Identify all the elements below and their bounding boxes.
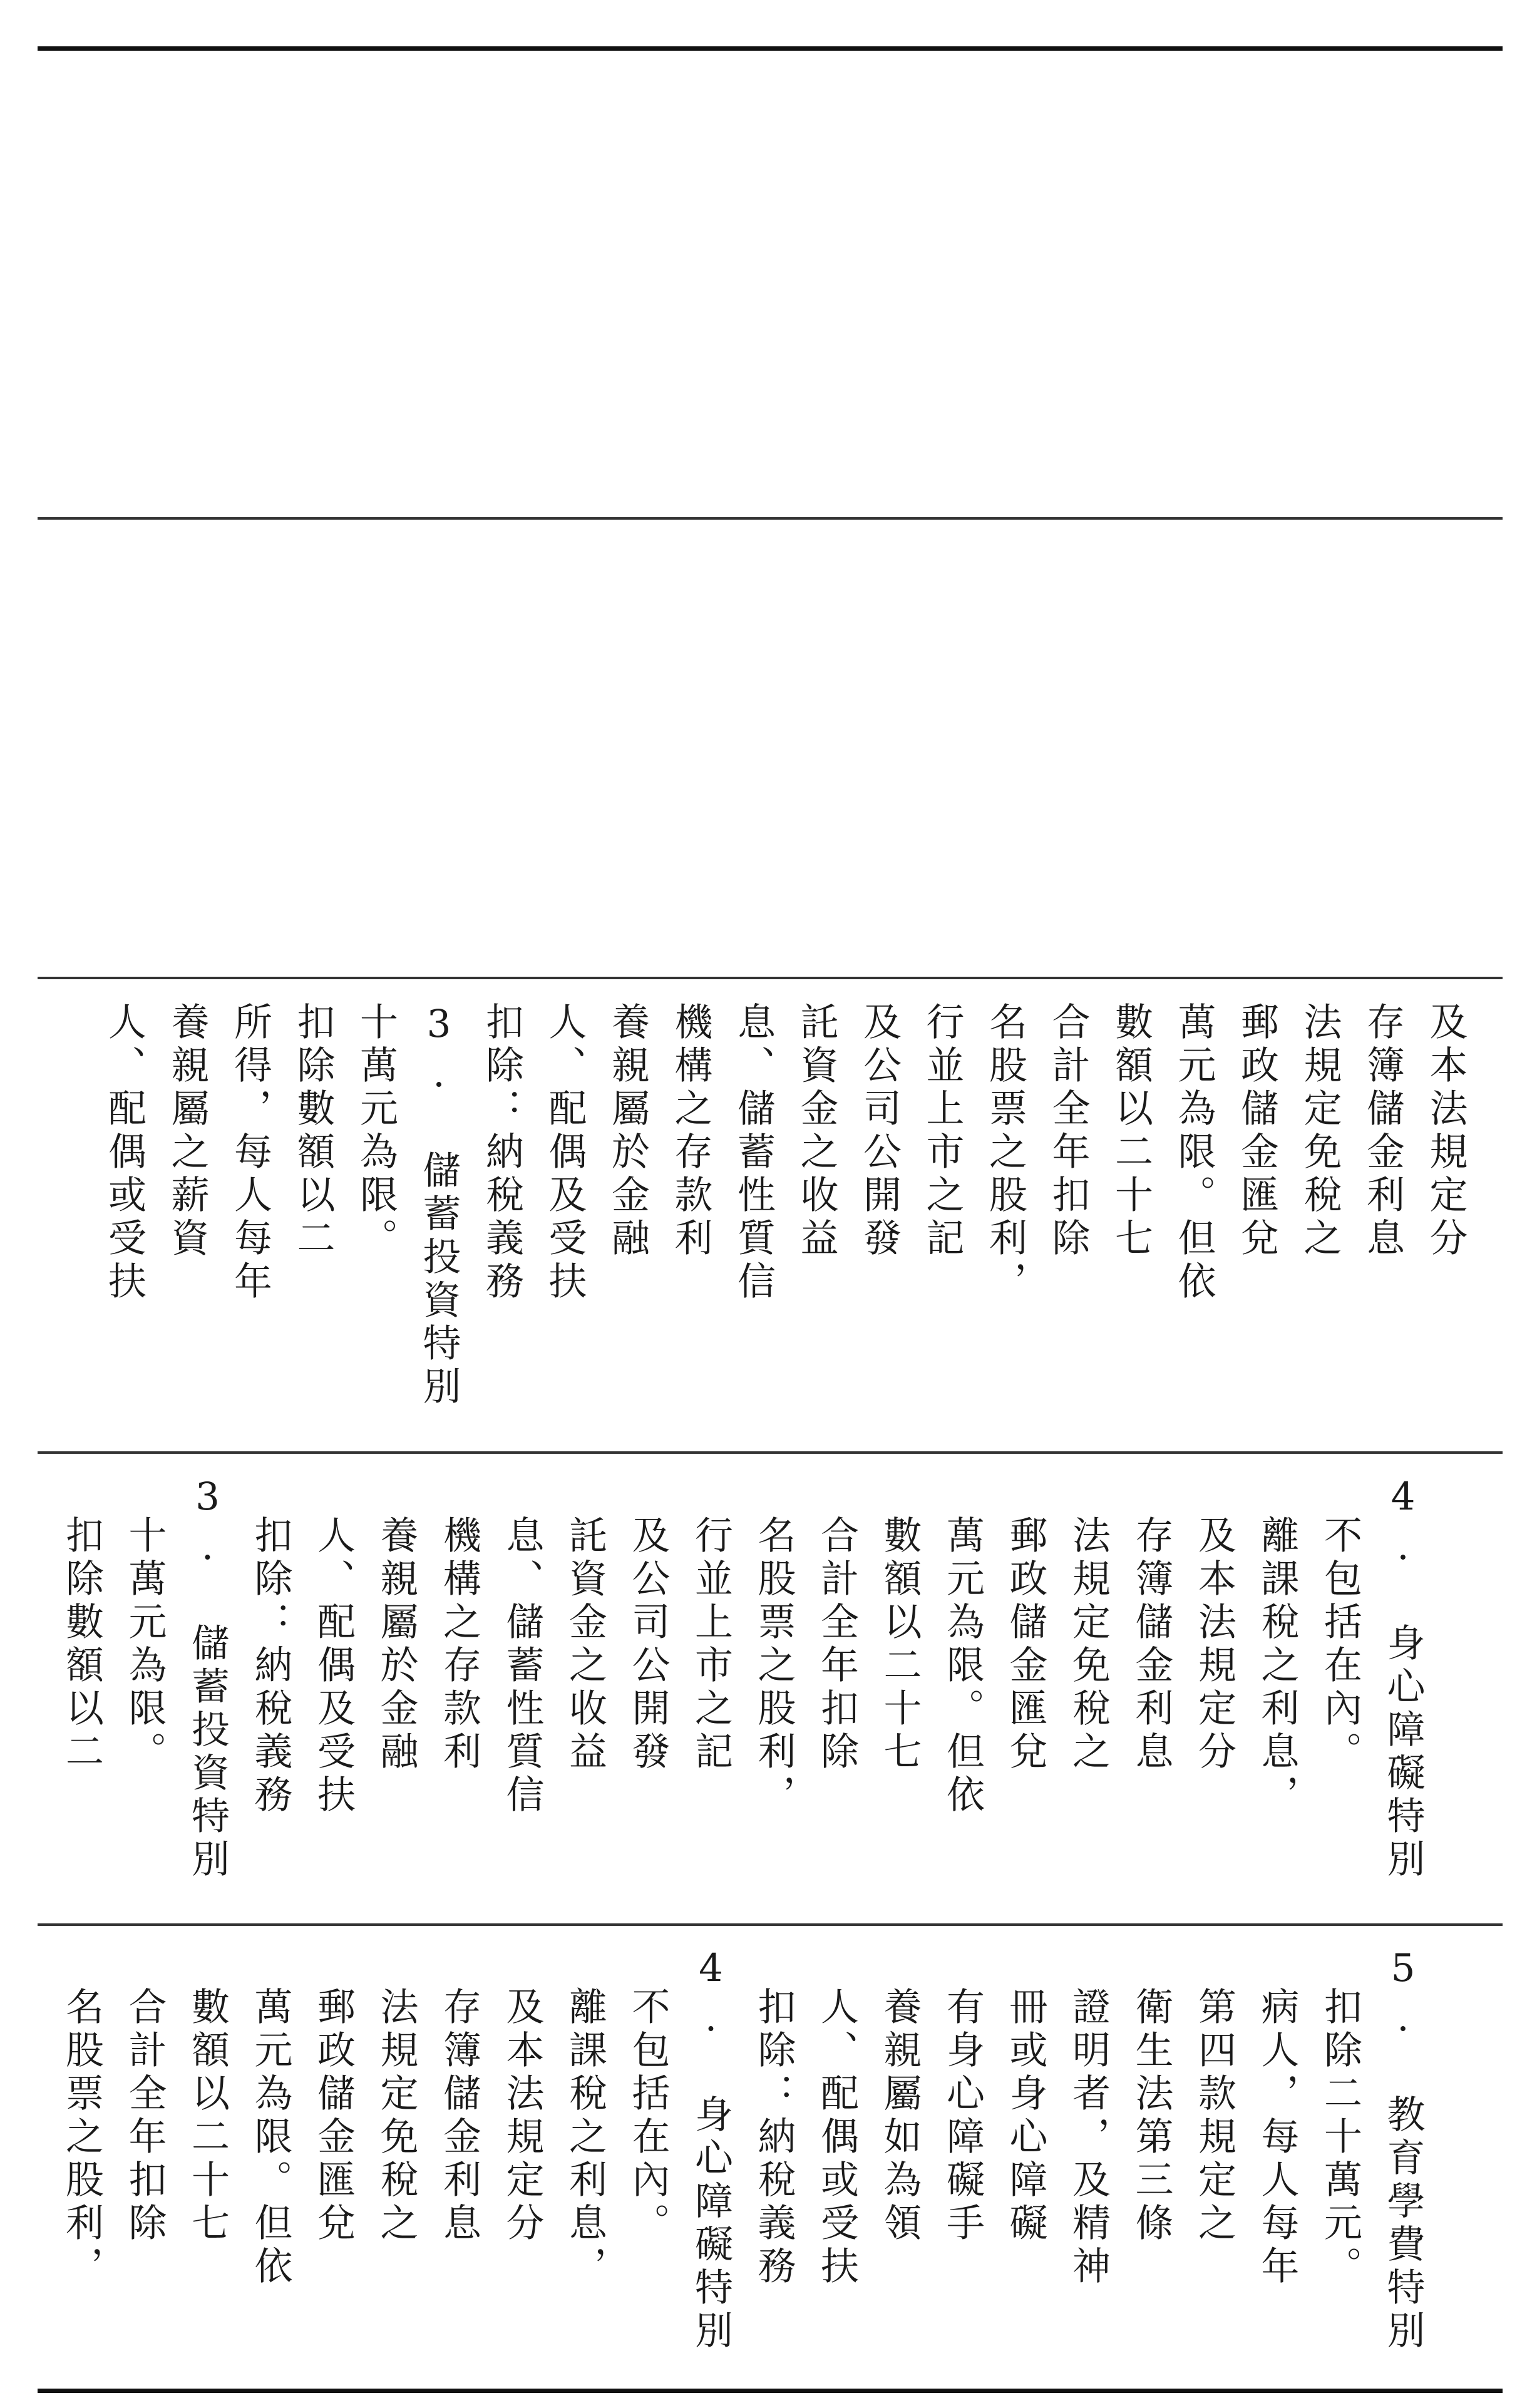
text-line: 扣除數額以二 <box>59 1515 104 1774</box>
text-line: 合計全年扣除 <box>815 1515 859 1774</box>
text-line: 託資金之收益 <box>563 1515 607 1774</box>
text-line: 及本法規定分 <box>1192 1515 1236 1774</box>
text-line: 扣除：納稅義務 <box>751 1987 796 2289</box>
text-line: 數額以二十七 <box>1109 1002 1153 1261</box>
text-line: 扣除二十萬元。 <box>1318 1987 1362 2289</box>
text-line: 離課稅之利息， <box>1255 1515 1300 1818</box>
text-line: 郵政儲金匯兌 <box>311 1987 356 2246</box>
text-line: 郵政儲金匯兌 <box>1003 1515 1048 1774</box>
text-line: 人、配偶或受扶 <box>102 1002 147 1304</box>
text-line: 衛生法第三條 <box>1129 1987 1174 2246</box>
text-line: 及本法規定分 <box>1423 1002 1468 1261</box>
text-line: 數額以二十七 <box>185 1987 230 2246</box>
text-line: 十萬元為限。 <box>122 1515 167 1774</box>
text-line: 人、配偶及受扶 <box>542 1002 587 1304</box>
text-line: 行並上市之記 <box>920 1002 965 1261</box>
text-line: 數額以二十七 <box>877 1515 922 1774</box>
text-line: 第四款規定之 <box>1192 1987 1236 2246</box>
text-line: 5. 教育學費特別 <box>1380 1946 1426 2354</box>
text-line: 扣除數額以二 <box>290 1002 336 1261</box>
text-line: 郵政儲金匯兌 <box>1235 1002 1279 1261</box>
text-line: 不包括在內。 <box>625 1987 671 2246</box>
text-line: 不包括在內。 <box>1318 1515 1362 1774</box>
text-line: 機構之存款利 <box>437 1515 481 1774</box>
text-line: 萬元為限。但依 <box>1171 1002 1216 1304</box>
text-line: 合計全年扣除 <box>1046 1002 1091 1261</box>
text-line: 冊或身心障礙 <box>1003 1987 1048 2246</box>
text-line: 病人，每人每年 <box>1255 1987 1300 2289</box>
text-line: 十萬元為限。 <box>354 1002 398 1261</box>
text-line: 機構之存款利 <box>668 1002 713 1261</box>
text-line: 法規定免稅之 <box>374 1987 419 2246</box>
text-line: 名股票之股利， <box>983 1002 1027 1304</box>
text-line: 養親屬如為領 <box>877 1987 922 2246</box>
text-line: 有身心障礙手 <box>940 1987 985 2246</box>
text-line: 4. 身心障礙特別 <box>689 1946 733 2354</box>
text-line: 法規定免稅之 <box>1066 1515 1111 1774</box>
text-line: 養親屬之薪資 <box>165 1002 210 1261</box>
text-line: 名股票之股利， <box>751 1515 796 1818</box>
text-line: 3. 儲蓄投資特別 <box>185 1474 230 1882</box>
text-line: 息、儲蓄性質信 <box>731 1002 776 1304</box>
text-line: 養親屬於金融 <box>605 1002 650 1261</box>
text-line: 3. 儲蓄投資特別 <box>416 1002 461 1409</box>
text-line: 息、儲蓄性質信 <box>500 1515 545 1818</box>
text-line: 扣除：納稅義務 <box>480 1002 524 1304</box>
text-line: 及公司公開發 <box>625 1515 671 1774</box>
text-line: 存簿儲金利息 <box>1360 1002 1405 1261</box>
text-line: 及公司公開發 <box>857 1002 902 1261</box>
text-line: 4. 身心障礙特別 <box>1380 1474 1426 1882</box>
text-line: 名股票之股利， <box>59 1987 104 2289</box>
text-line: 證明者，及精神 <box>1066 1987 1111 2289</box>
text-line: 人、配偶及受扶 <box>311 1515 356 1818</box>
text-line: 養親屬於金融 <box>374 1515 419 1774</box>
text-line: 及本法規定分 <box>500 1987 545 2246</box>
text-line: 扣除：納稅義務 <box>248 1515 293 1818</box>
text-line: 合計全年扣除 <box>122 1987 167 2246</box>
text-line: 離課稅之利息， <box>563 1987 607 2289</box>
text-line: 所得，每人每年 <box>228 1002 272 1304</box>
text-line: 存簿儲金利息 <box>1129 1515 1174 1774</box>
text-line: 萬元為限。但依 <box>248 1987 293 2289</box>
text-line: 行並上市之記 <box>689 1515 733 1774</box>
text-line: 存簿儲金利息 <box>437 1987 481 2246</box>
text-line: 法規定免稅之 <box>1297 1002 1342 1261</box>
text-line: 託資金之收益 <box>794 1002 839 1261</box>
text-line: 萬元為限。但依 <box>940 1515 985 1818</box>
text-line: 人、配偶或受扶 <box>815 1987 859 2289</box>
